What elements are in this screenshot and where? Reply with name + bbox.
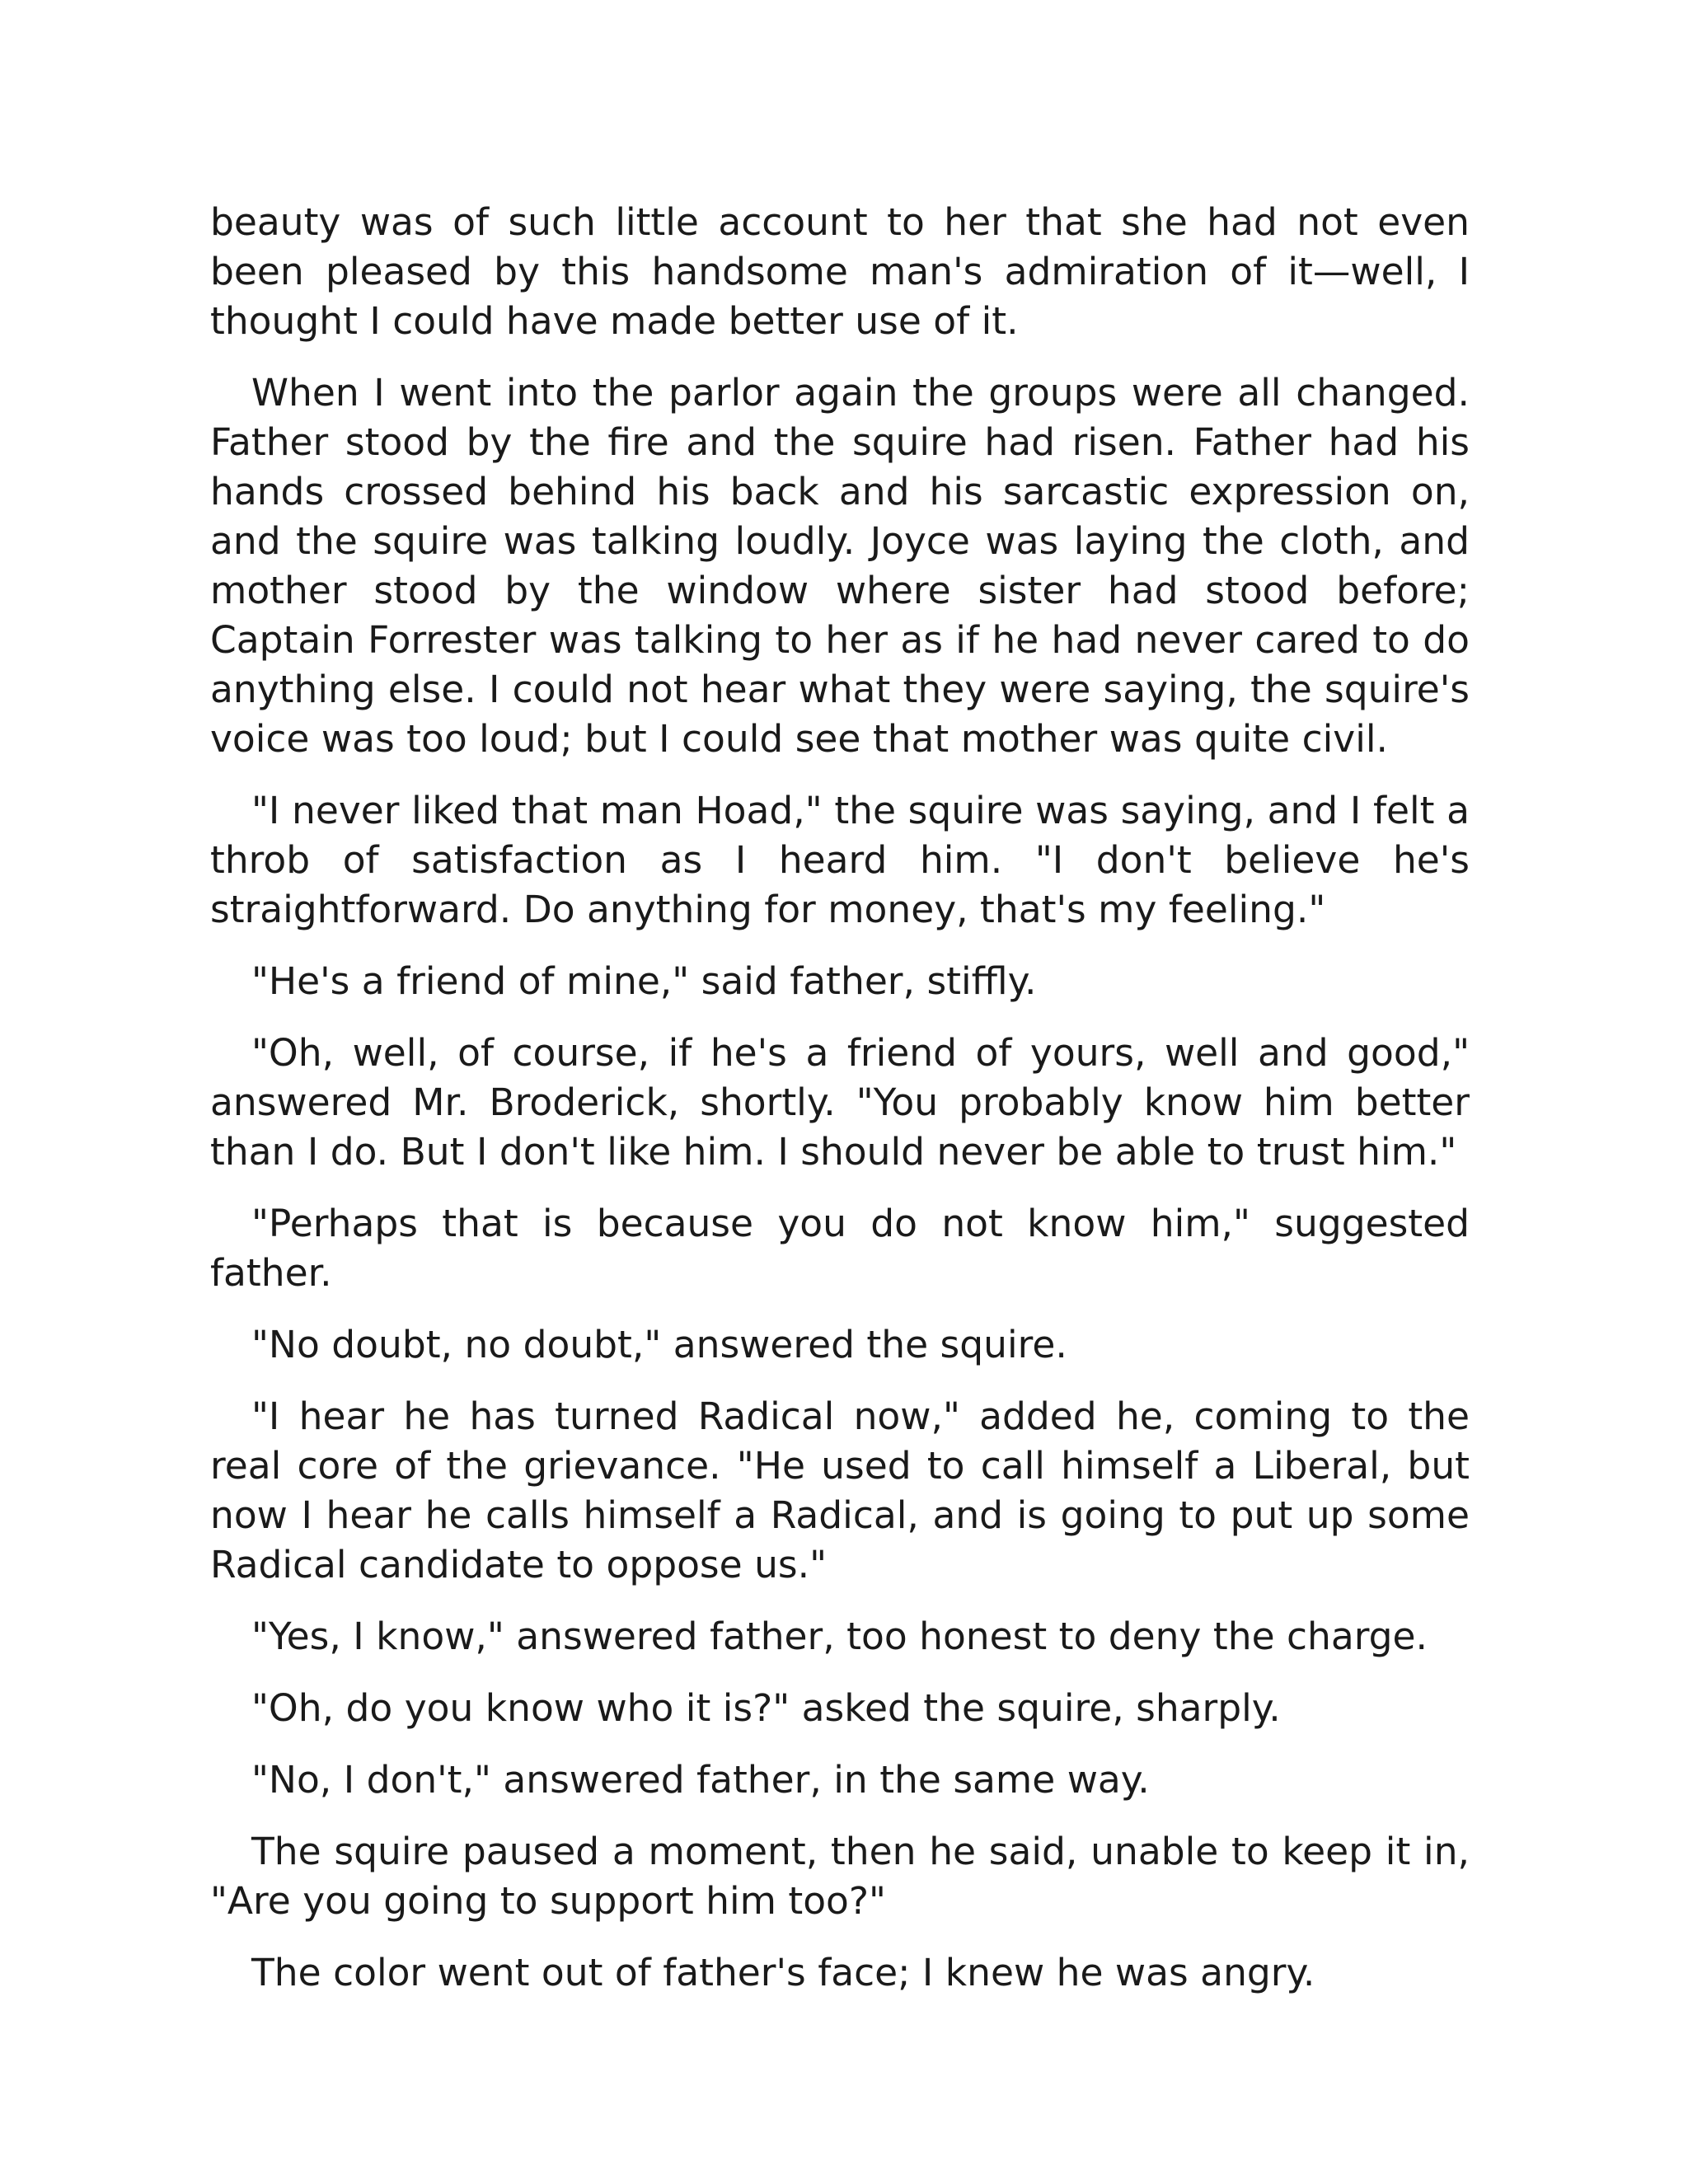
paragraph: "I never liked that man Hoad," the squire was saying, and I felt a throb of satisfaction as I heard him. "I don't believe he's straightforward. Do anything for money, that's my feeling." bbox=[210, 789, 1470, 931]
paragraph: "No, I don't," answered father, in the same way. bbox=[251, 1758, 1150, 1802]
paragraph: The color went out of father's face; I knew he was angry. bbox=[251, 1951, 1315, 1994]
paragraph: "I hear he has turned Radical now," added he, coming to the real core of the grievance. "He used to call himself a Liberal, but now I hear he calls himself a Radical, and is going to put up some Radical candidate to oppose us." bbox=[210, 1394, 1470, 1586]
paragraph: "Yes, I know," answered father, too honest to deny the charge. bbox=[251, 1615, 1428, 1658]
page-body bbox=[210, 198, 1470, 2020]
paragraph: "Oh, do you know who it is?" asked the squire, sharply. bbox=[251, 1686, 1281, 1730]
paragraph: "He's a friend of mine," said father, stiffly. bbox=[251, 959, 1037, 1003]
paragraph: "No doubt, no doubt," answered the squire. bbox=[251, 1323, 1067, 1366]
paragraph: "Perhaps that is because you do not know him," suggested father. bbox=[210, 1202, 1470, 1295]
paragraph: beauty was of such little account to her that she had not even been pleased by this handsome man's admiration of it—well, I thought I could have made better use of it. bbox=[210, 200, 1470, 343]
paragraph: When I went into the parlor again the groups were all changed. Father stood by the fire and the squire had risen. Father had his hands crossed behind his back and his sarcastic expression on, and the squire was talking loudly. Joyce was laying the cloth, and mother stood by the window where sister had stood before; Captain Forrester was talking to her as if he had never cared to do anything else. I could not hear what they were saying, the squire's voice was too loud; but I could see that mother was quite civil. bbox=[210, 371, 1470, 761]
paragraph: "Oh, well, of course, if he's a friend of yours, well and good," answered Mr. Broderick, shortly. "You probably know him better than I do. But I don't like him. I should never be able to trust him." bbox=[210, 1031, 1470, 1174]
paragraph: The squire paused a moment, then he said, unable to keep it in, "Are you going to support him too?" bbox=[210, 1830, 1470, 1923]
